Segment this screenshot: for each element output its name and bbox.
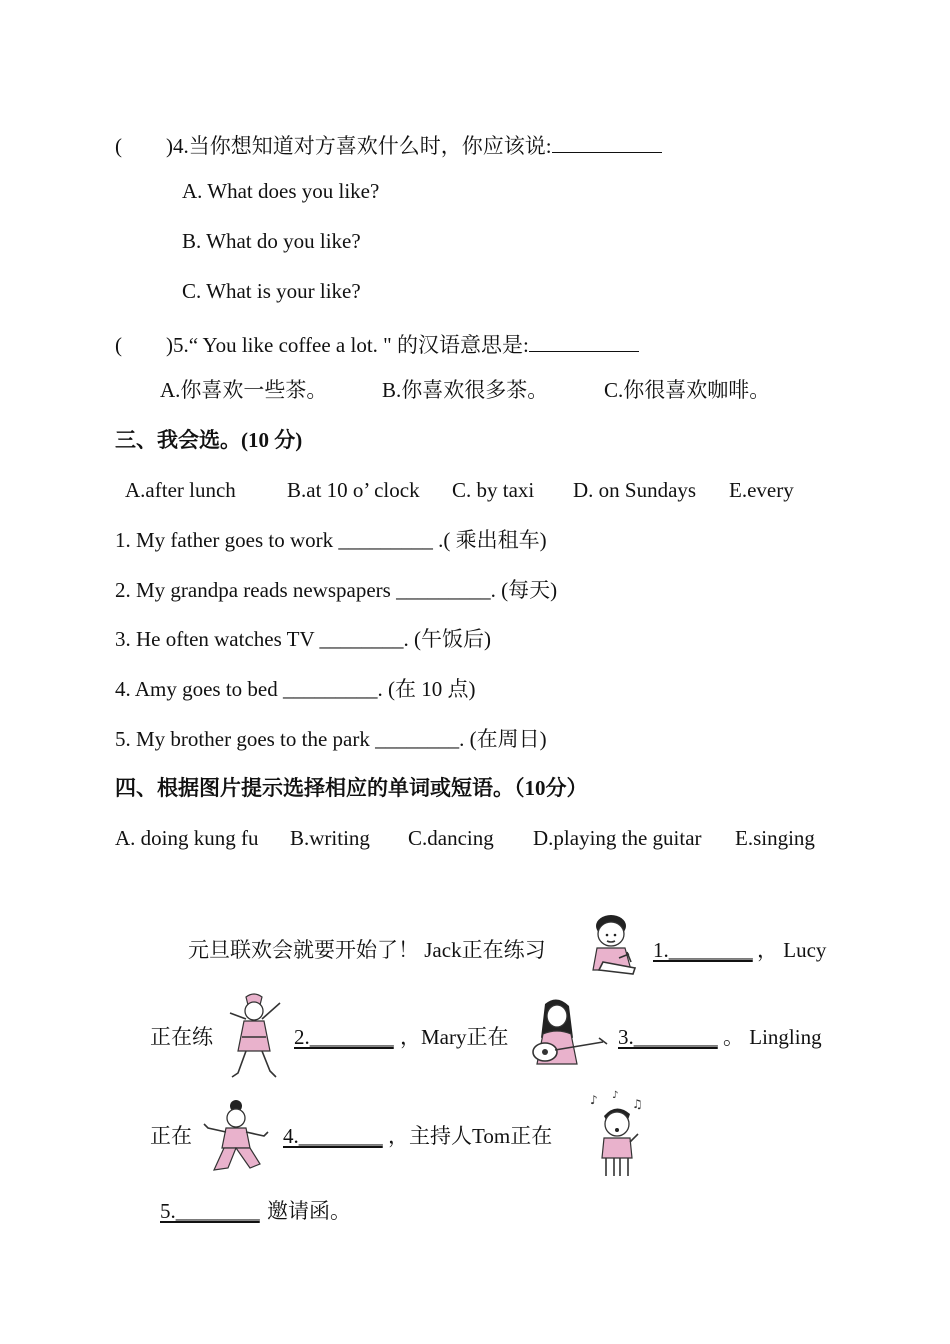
music-note-icon: ♪	[590, 1093, 598, 1107]
section4-choice-c: C.dancing	[408, 826, 494, 850]
passage-text-2: ， Lucy	[757, 938, 827, 962]
item-hint: . (每天)	[490, 578, 558, 602]
item-text: 4. Amy goes to bed	[115, 677, 283, 701]
section4-choice-e: E.singing	[735, 826, 815, 850]
passage-text-5: 。 Lingling	[723, 1025, 822, 1049]
q4-stem: )4.当你想知道对方喜欢什么时，你应该说:	[166, 134, 552, 158]
item-blank[interactable]: _________	[338, 528, 433, 552]
section3-choice-b: B.at 10 o’ clock	[287, 478, 420, 502]
music-note-icon: ♪	[612, 1090, 619, 1101]
q5-answer-blank[interactable]	[529, 331, 639, 352]
section3-choice-d: D. on Sundays	[573, 478, 697, 502]
passage-blank-4[interactable]: 4.________	[283, 1124, 383, 1148]
q5-option-c[interactable]: C.你很喜欢咖啡。	[604, 378, 771, 402]
section3-choice-a: A.after lunch	[125, 478, 236, 502]
section3-item-1	[115, 530, 547, 551]
item-text: 2. My grandpa reads newspapers	[115, 578, 397, 602]
girl-playing-guitar-image	[523, 998, 609, 1070]
item-hint: . (午饭后)	[403, 627, 492, 651]
section3-choice-e: E.every	[729, 478, 794, 502]
q5-line	[115, 331, 639, 356]
q4-answer-blank[interactable]	[552, 132, 662, 153]
girl-dancing-image	[224, 993, 288, 1083]
passage-blank-5[interactable]: 5.________	[160, 1199, 260, 1223]
q5-paren: (	[115, 333, 122, 357]
music-note-icon: ♫	[632, 1097, 643, 1111]
passage-text-4: ，Mary正在	[400, 1025, 509, 1049]
section4-choice-a: A. doing kung fu	[115, 826, 259, 850]
item-blank[interactable]: _________	[283, 677, 378, 701]
item-text: 1. My father goes to work	[115, 528, 339, 552]
item-blank[interactable]: _________	[396, 578, 491, 602]
q4-option-b[interactable]: B. What do you like?	[182, 229, 361, 253]
q5-option-a[interactable]: A.你喜欢一些茶。	[160, 378, 328, 402]
section4-title: 四、根据图片提示选择相应的单词或短语。（10分）	[115, 776, 588, 800]
q4-line	[115, 132, 662, 157]
passage-blank-1[interactable]: 1.________	[653, 938, 753, 962]
section3-choice-c: C. by taxi	[452, 478, 535, 502]
section4-choice-b: B.writing	[290, 826, 370, 850]
girl-kung-fu-image	[200, 1098, 272, 1174]
boy-singing-image	[586, 1090, 650, 1182]
boy-writing-image	[583, 912, 645, 978]
section3-item-4	[115, 679, 476, 700]
passage-blank-2[interactable]: 2.________	[294, 1025, 394, 1049]
item-text: 5. My brother goes to the park	[115, 727, 376, 751]
q4-option-c[interactable]: C. What is your like?	[182, 279, 361, 303]
q5-stem: )5.“ You like coffee a lot. " 的汉语意思是:	[166, 333, 529, 357]
item-blank[interactable]: ________	[375, 727, 460, 751]
passage-blank-3[interactable]: 3.________	[618, 1025, 718, 1049]
q4-paren: (	[115, 134, 122, 158]
item-blank[interactable]: ________	[319, 627, 404, 651]
item-text: 3. He often watches TV	[115, 627, 320, 651]
item-hint: .( 乘出租车)	[432, 528, 547, 552]
item-hint: . (在 10 点)	[377, 677, 476, 701]
q5-option-b[interactable]: B.你喜欢很多茶。	[382, 378, 549, 402]
passage-text-8: 邀请函。	[267, 1199, 351, 1223]
q4-option-a[interactable]: A. What does you like?	[182, 179, 380, 203]
section3-item-2	[115, 580, 557, 601]
section4-choice-d: D.playing the guitar	[533, 826, 702, 850]
passage-text-3: 正在练	[150, 1025, 213, 1049]
item-hint: . (在周日)	[459, 727, 547, 751]
section3-item-3	[115, 629, 491, 650]
passage-text-6: 正在	[150, 1124, 192, 1148]
section3-title: 三、我会选。(10 分)	[115, 428, 303, 452]
section3-item-5	[115, 729, 547, 750]
passage-text-7: ，主持人Tom正在	[388, 1124, 553, 1148]
passage-text-1: 元旦联欢会就要开始了！ Jack正在练习	[188, 938, 546, 962]
